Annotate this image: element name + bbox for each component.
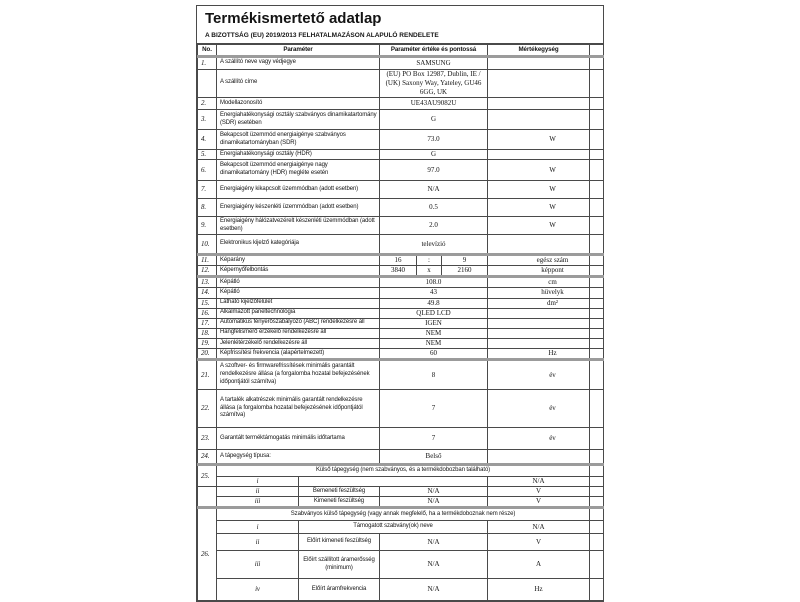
table-row [198,298,604,308]
table-row [198,288,604,298]
spacer-cell [590,521,604,534]
section-header-cell: Külső tápegység (nem szabványos, és a termékdobozban található) [217,465,590,477]
table-row [198,98,604,110]
param-label-cell: Látható kijelzőfelület [217,298,380,308]
unit-cell: W [488,199,590,217]
value-cell: G [380,110,488,130]
product-fiche-page [196,5,604,602]
value-cell: QLED LCD [380,308,488,318]
value-cell: N/A [380,497,488,508]
spacer-cell [590,130,604,150]
table-row [198,318,604,328]
param-label-cell: A szoftver- és firmwarefrissítések minimális garantált rendelkezésre állása (a forgalomba hozatal befejezésének időpontjától számítva) [217,360,380,390]
table-body [198,44,604,601]
spacer-cell [590,450,604,465]
row-number-cell: 23. [198,428,217,450]
unit-cell [488,69,590,97]
value-cell: NEM [380,328,488,338]
unit-cell: V [488,497,590,508]
spacer-cell [590,579,604,601]
product-parameters-table [197,44,604,602]
param-label-cell: Képarány [217,255,380,266]
spacer-cell [590,288,604,298]
table-row [198,390,604,428]
table-row [198,130,604,150]
value-cell: 49.8 [380,298,488,308]
row-number-cell: 18. [198,328,217,338]
spacer-cell [590,69,604,97]
param-label-cell: Modellazonosító [217,98,380,110]
spacer-cell [590,348,604,359]
sub-index-cell: iv [217,579,299,601]
row-number-cell: 4. [198,130,217,150]
unit-cell: egész szám [488,255,590,266]
spacer-cell [590,465,604,477]
row-number-cell: 25. [198,465,217,487]
param-label-cell: A szállító címe [217,69,380,97]
document-title: Termékismertető adatlap [205,10,382,27]
table-row [198,235,604,255]
param-label-cell: A tápegység típusa: [217,450,380,465]
param-label-cell: Képernyőfelbontás [217,266,380,277]
param-label-cell: Garantált terméktámogatás minimális időtartama [217,428,380,450]
row-number-cell [198,487,217,508]
value-cell: : [417,255,442,266]
spacer-cell [590,217,604,235]
row-number-cell: 21. [198,360,217,390]
row-number-cell: 15. [198,298,217,308]
row-number-cell: 2. [198,98,217,110]
sub-index-cell: i [217,521,299,534]
unit-cell: W [488,160,590,181]
param-label-cell: Energiaigény készenléti üzemmódban (adott esetben) [217,199,380,217]
sub-index-cell: i [217,477,299,487]
unit-cell [488,98,590,110]
value-cell: 0.5 [380,199,488,217]
table-row [198,56,604,69]
document-header [197,6,603,44]
value-cell: G [380,150,488,160]
value-cell: UE43AU9082U [380,98,488,110]
unit-cell: V [488,487,590,497]
row-number-cell: 7. [198,181,217,199]
value-cell: 97.0 [380,160,488,181]
value-cell: 73.0 [380,130,488,150]
value-cell: Belső [380,450,488,465]
sub-param-label-cell: Kimeneti feszültség [299,497,380,508]
value-cell: (EU) PO Box 12987, Dublin, IE / (UK) Saxony Way, Yateley, GU46 6GG, UK [380,69,488,97]
spacer-cell [590,150,604,160]
spacer-cell [590,199,604,217]
unit-cell: W [488,217,590,235]
spacer-cell [590,534,604,551]
value-cell: N/A [380,487,488,497]
param-label-cell: Képátló [217,277,380,288]
row-number-cell [198,69,217,97]
spacer-cell [590,98,604,110]
spacer-cell [590,308,604,318]
unit-cell [488,150,590,160]
table-row [198,199,604,217]
spacer-cell [590,277,604,288]
value-cell: 3840 [380,266,417,277]
value-cell: 2.0 [380,217,488,235]
table-row [198,181,604,199]
unit-cell [488,328,590,338]
table-row [198,508,604,521]
spacer-cell [590,328,604,338]
value-cell: 9 [442,255,488,266]
spacer-cell [590,110,604,130]
spacer-cell [590,298,604,308]
param-label-cell: Képátló [217,288,380,298]
spacer-cell [590,266,604,277]
value-cell: 7 [380,428,488,450]
spacer-cell [590,477,604,487]
row-number-cell: 13. [198,277,217,288]
sub-index-cell: iii [217,551,299,579]
table-row [198,266,604,277]
unit-cell: W [488,181,590,199]
spacer-cell [590,338,604,348]
param-label-cell: Elektronikus kijelző kategóriája [217,235,380,255]
unit-cell [488,450,590,465]
table-row [198,277,604,288]
column-header-cell: Paraméter értéke és pontossá [380,44,488,56]
param-label-cell: Energiahatékonysági osztály (HDR) [217,150,380,160]
row-number-cell: 8. [198,199,217,217]
row-number-cell: 12. [198,266,217,277]
sub-param-label-cell: Előírt áramfrekvencia [299,579,380,601]
row-number-cell: 11. [198,255,217,266]
row-number-cell: 9. [198,217,217,235]
spacer-cell [590,428,604,450]
spacer-cell [590,56,604,69]
table-row [198,217,604,235]
column-header-cell: Mértékegység [488,44,590,56]
value-cell: 16 [380,255,417,266]
row-number-cell: 26. [198,508,217,601]
value-cell: NEM [380,338,488,348]
table-row [198,255,604,266]
row-number-cell: 3. [198,110,217,130]
value-cell: x [417,266,442,277]
value-cell: SAMSUNG [380,56,488,69]
unit-cell [488,338,590,348]
table-row [198,534,604,551]
column-header-cell: No. [198,44,217,56]
param-label-cell: A szállító neve vagy védjegye [217,56,380,69]
table-row [198,521,604,534]
unit-cell: Hz [488,579,590,601]
param-label-cell: Jelenlétérzékelő rendelkezésre áll [217,338,380,348]
row-number-cell: 5. [198,150,217,160]
table-row [198,338,604,348]
sub-param-label-cell [299,477,488,487]
table-row [198,328,604,338]
value-cell: IGEN [380,318,488,328]
param-label-cell: Energiaigény hálózatvezérelt készenléti üzemmódban (adott esetben) [217,217,380,235]
unit-cell: A [488,551,590,579]
value-cell: 108.0 [380,277,488,288]
value-cell: televízió [380,235,488,255]
unit-cell [488,308,590,318]
spacer-cell [590,255,604,266]
param-label-cell: Energiaigény kikapcsolt üzemmódban (adott esetben) [217,181,380,199]
unit-cell [488,110,590,130]
param-label-cell: A tartalék alkatrészek minimális garantált rendelkezésre állása (a forgalomba hozatal befejezésének időpontjától számítva) [217,390,380,428]
param-label-cell: Hangfelismerő érzékelő rendelkezésre áll [217,328,380,338]
unit-cell: dm² [488,298,590,308]
value-cell: 8 [380,360,488,390]
unit-cell: Hz [488,348,590,359]
table-row [198,348,604,359]
unit-cell: V [488,534,590,551]
table-row [198,44,604,56]
spacer-cell [590,508,604,521]
row-number-cell: 1. [198,56,217,69]
row-number-cell: 22. [198,390,217,428]
spacer-cell [590,160,604,181]
spacer-cell [590,235,604,255]
sub-index-cell: iii [217,497,299,508]
table-row [198,150,604,160]
row-number-cell: 6. [198,160,217,181]
spacer-cell [590,360,604,390]
spacer-cell [590,390,604,428]
spacer-cell [590,181,604,199]
spacer-cell [590,318,604,328]
spacer-cell [590,551,604,579]
table-row [198,110,604,130]
unit-cell [488,318,590,328]
row-number-cell: 10. [198,235,217,255]
unit-cell [488,235,590,255]
row-number-cell: 19. [198,338,217,348]
table-row [198,428,604,450]
document-subtitle: A BIZOTTSÁG (EU) 2019/2013 FELHATALMAZÁSON ALAPULÓ RENDELETE [205,31,439,39]
param-label-cell: Energiahatékonysági osztály szabványos dinamikatartomány (SDR) esetében [217,110,380,130]
unit-cell: N/A [488,477,590,487]
unit-cell: cm [488,277,590,288]
sub-index-cell: ii [217,487,299,497]
value-cell: N/A [380,579,488,601]
unit-cell: hüvelyk [488,288,590,298]
sub-param-label-cell: Bemeneti feszültség [299,487,380,497]
row-number-cell: 24. [198,450,217,465]
param-label-cell: Automatikus fényerőszabályozó (ABC) rendelkezésre áll [217,318,380,328]
sub-param-label-cell: Előírt szállított áramerősség (minimum) [299,551,380,579]
sub-param-label-cell: Előírt kimeneti feszültség [299,534,380,551]
value-cell: N/A [380,534,488,551]
param-label-cell: Bekapcsolt üzemmód energiaigénye nagy dinamikatartomány (HDR) megléte esetén [217,160,380,181]
table-row [198,360,604,390]
table-row [198,465,604,477]
row-number-cell: 17. [198,318,217,328]
unit-cell: képpont [488,266,590,277]
row-number-cell: 20. [198,348,217,359]
table-row [198,487,604,497]
param-label-cell: Képfrissítési frekvencia (alapértelmezett) [217,348,380,359]
table-row [198,579,604,601]
table-row [198,551,604,579]
unit-cell: N/A [488,521,590,534]
row-number-cell: 16. [198,308,217,318]
section-header-cell: Szabványos külső tápegység (vagy annak megfelelő, ha a termékdoboznak nem része) [217,508,590,521]
value-cell: 7 [380,390,488,428]
unit-cell: év [488,390,590,428]
value-cell: N/A [380,551,488,579]
sub-param-label-cell: Támogatott szabvány(ok) neve [299,521,488,534]
table-row [198,69,604,97]
spacer-cell [590,487,604,497]
value-cell: 60 [380,348,488,359]
row-number-cell: 14. [198,288,217,298]
spacer-cell [590,497,604,508]
unit-cell [488,56,590,69]
table-row [198,450,604,465]
table-row [198,477,604,487]
table-row [198,308,604,318]
value-cell: N/A [380,181,488,199]
unit-cell: év [488,360,590,390]
param-label-cell: Bekapcsolt üzemmód energiaigénye szabványos dinamikatartományban (SDR) [217,130,380,150]
table-row [198,160,604,181]
spacer-cell [590,44,604,56]
unit-cell: W [488,130,590,150]
sub-index-cell: ii [217,534,299,551]
value-cell: 2160 [442,266,488,277]
unit-cell: év [488,428,590,450]
column-header-cell: Paraméter [217,44,380,56]
param-label-cell: Alkalmazott paneltechnológia [217,308,380,318]
value-cell: 43 [380,288,488,298]
table-row [198,497,604,508]
